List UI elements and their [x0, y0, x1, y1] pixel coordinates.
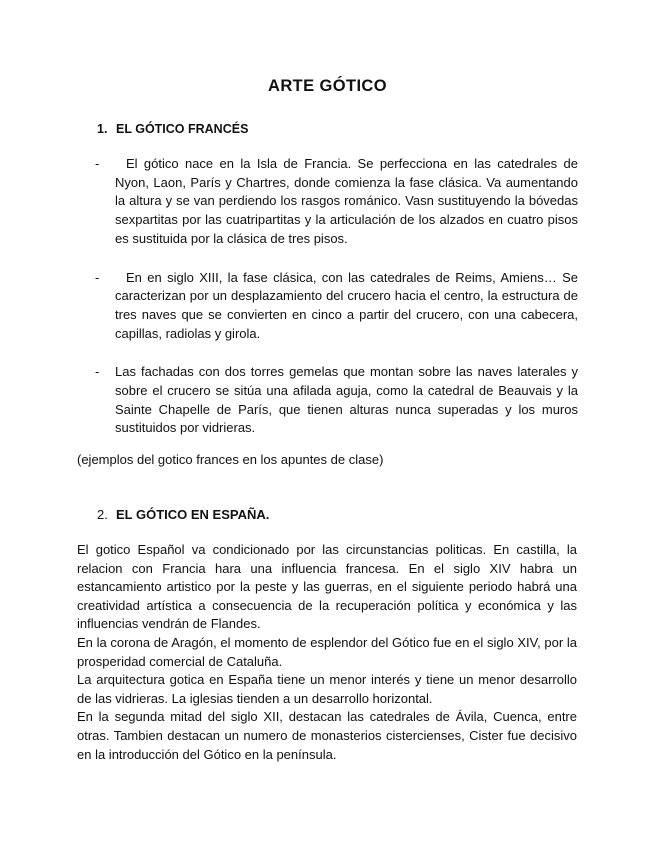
bullet-item [95, 269, 578, 344]
body-paragraph: El gotico Español va condicionado por las circunstancias politicas. En castilla, la relacion con Francia hara una influencia francesa. En el siglo XIV habra un estancamiento artistico por la peste y las guerras, en el siguiente periodo habrá una creatividad artística a consecuencia de la recuperación política y económica y las influencias vendrán de Flandes. [77, 542, 577, 632]
bullet-item [95, 363, 578, 438]
section-1-title: EL GÓTICO FRANCÉS [116, 122, 249, 136]
bullet-dash: - [95, 269, 100, 285]
body-paragraph: En la corona de Aragón, el momento de esplendor del Gótico fue en el siglo XIV, por la prosperidad comercial de Cataluña. [77, 634, 577, 669]
bullet-text: El gótico nace en la Isla de Francia. Se perfecciona en las catedrales de Nyon, Laon, París y Chartres, donde comienza la fase clásica. Va aumentando la altura y se van perdiendo los rasgos románico. Vasn sustituyendo la bóvedas sexpartitas por las cuatripartitas y la articulación de los alzados en cuatro pisos es sustituida por la clásica de tres pisos. [115, 156, 578, 246]
section-1-number: 1. [97, 122, 108, 136]
section-2-body [77, 541, 577, 764]
bullet-dash: - [95, 156, 100, 171]
section-2-heading [97, 507, 269, 522]
document-title: ARTE GÓTICO [268, 77, 387, 95]
section-2-title: EL GÓTICO EN ESPAÑA. [116, 507, 270, 522]
bullet-text: En en siglo XIII, la fase clásica, con las catedrales de Reims, Amiens… Se caracterizan por un desplazamiento del crucero hacia el centro, la estructura de tres naves que se convierten en cinco a partir del crucero, con una cabecera, capillas, radiolas y girola. [115, 269, 578, 341]
section-2-number: 2. [97, 507, 108, 522]
bullet-item [95, 155, 578, 249]
section-1-heading [97, 122, 248, 136]
bullet-text: Las fachadas con dos torres gemelas que montan sobre las naves laterales y sobre el crucero se sitúa una afilada aguja, como la catedral de Beauvais y la Sainte Chapelle de París, que tienen alturas nunca superadas y los muros sustituidos por vidrieras. [115, 364, 578, 436]
section-1-note: (ejemplos del gotico frances en los apuntes de clase) [77, 452, 384, 467]
bullet-dash: - [95, 364, 100, 380]
body-paragraph: La arquitectura gotica en España tiene un menor interés y tiene un menor desarrollo de las vidrieras. La iglesias tienden a un desarrollo horizontal. [77, 672, 577, 706]
section-1-bullet-list [95, 155, 578, 458]
body-paragraph: En la segunda mitad del siglo XII, destacan las catedrales de Ávila, Cuenca, entre otras. Tambien destacan un numero de monasterios cistercienses, Cister fue decisivo en la introducción del Gótico en la península. [77, 709, 577, 762]
